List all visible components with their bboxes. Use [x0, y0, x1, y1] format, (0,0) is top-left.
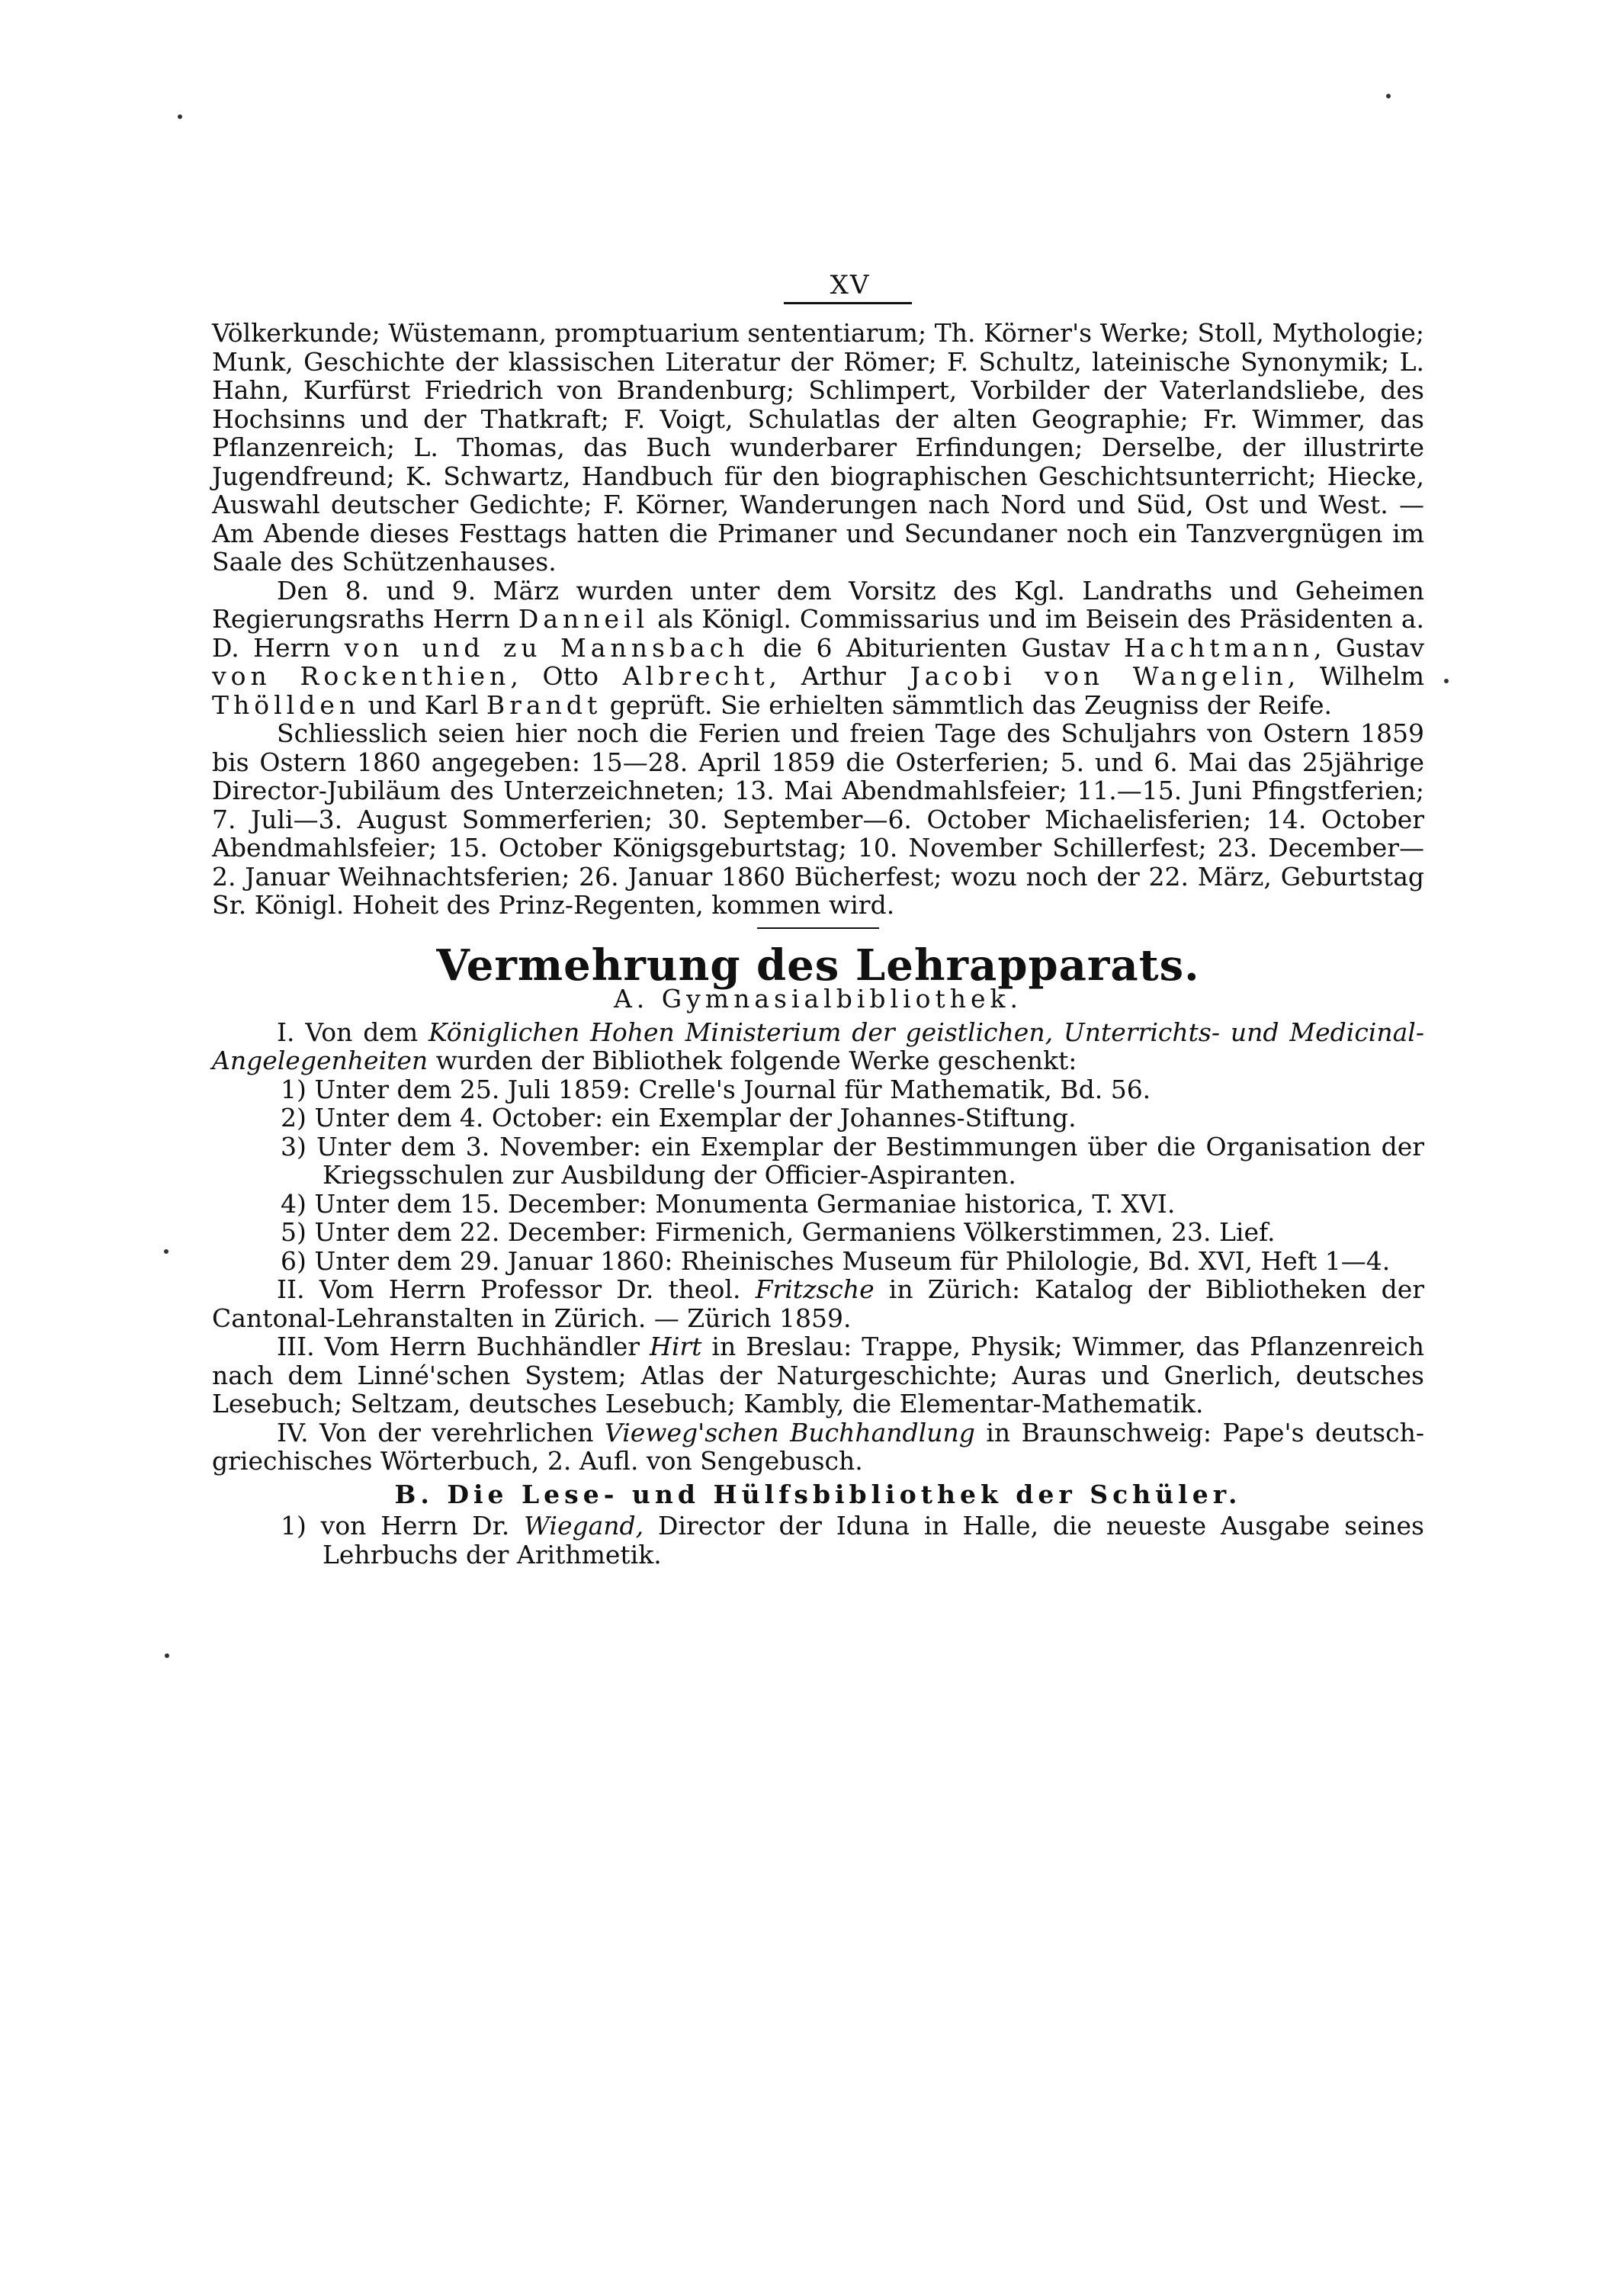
- holidays-paragraph: Schliesslich seien hier noch die Ferien und freien Tage des Schuljahrs von Ostern 1859 bis Ostern 1860 angegeben: 15—28. April 1859 die Osterferien; 5. und 6. Mai das 25jährige Director-Jubiläum des Unterzeichneten; 13. Mai Abendmahlsfeier; 11.—15. Juni Pfingstferien; 7. Juli—3. August Sommerferien; 30. September—6. October Michaelisferien; 14. October Abendmahlsfeier; 15. October Königsgeburtstag; 10. November Schillerfest; 23. December—2. Januar Weihnachtsferien; 26. Januar 1860 Bücherfest; wozu noch der 22. März, Geburtstag Sr. Königl. Hoheit des Prinz-Regenten, kommen wird.: [212, 718, 1424, 920]
- donor-name: Wiegand,: [524, 1511, 644, 1541]
- spaced-name: Brandt: [486, 689, 602, 720]
- list-item: 5) Unter dem 22. December: Firmenich, Germaniens Völkerstimmen, 23. Lief.: [281, 1217, 1276, 1247]
- text-run: , Otto: [510, 661, 623, 691]
- section-divider: [757, 927, 879, 929]
- text-run: in Breslau: Trappe, Physik; Wimmer, das Pflanzenreich nach dem Linné'schen System; Atlas der Naturgeschichte; Auras und Gnerlich, deutsches Lesebuch; Seltzam, deutsches Lesebuch; Kambly, die Elementar-Mathematik.: [212, 1332, 1424, 1418]
- section-title: Vermehrung des Lehrapparats.: [436, 940, 1200, 991]
- continuation-paragraph: Völkerkunde; Wüstemann, promptuarium sententiarum; Th. Körner's Werke; Stoll, Mythologie; Munk, Geschichte der klassischen Literatur der Römer; F. Schultz, lateinische Synonymik; L. Hahn, Kurfürst Friedrich von Brandenburg; Schlimpert, Vorbilder der Vaterlandsliebe, des Hochsinns und der Thatkraft; F. Voigt, Schulatlas der alten Geographie; Fr. Wimmer, das Pflanzenreich; L. Thomas, das Buch wunderbarer Erfindungen; Derselbe, der illustrirte Jugendfreund; K. Schwartz, Handbuch für den biographischen Geschichtsunterricht; Hiecke, Auswahl deutscher Gedichte; F. Körner, Wanderungen nach Nord und Süd, Ost und West. — Am Abende dieses Festtags hatten die Primaner und Secundaner noch ein Tanzvergnügen im Saale des Schützenhauses.: [212, 318, 1424, 577]
- text-run: IV. Von der verehrlichen: [277, 1417, 605, 1447]
- text-run: III. Vom Herrn Buchhändler: [277, 1332, 650, 1361]
- text-run: in Braunschweig: Pape's deutsch-griechisches Wörterbuch, 2. Aufl. von Sengebusch.: [212, 1417, 1424, 1476]
- text-run: , Gustav: [1313, 632, 1424, 663]
- page-number-rule: [784, 302, 912, 304]
- scan-speck: [1444, 679, 1449, 683]
- list-item: 3) Unter dem 3. November: ein Exemplar der Bestimmungen über die Organisation der Kriegsschulen zur Ausbildung der Officier-Aspiranten.: [281, 1131, 1424, 1190]
- text-run: als Königl. Commissarius und im Beisein des Präsidenten a. D. Herrn: [212, 604, 1424, 663]
- exam-paragraph: [212, 577, 1424, 720]
- spaced-name: Hachtmann: [1124, 632, 1314, 663]
- scan-speck: [1386, 94, 1391, 98]
- spaced-name: Albrecht: [622, 661, 769, 691]
- donation-paragraph: [212, 1332, 1424, 1418]
- subsection-a-heading: A. Gymnasialbibliothek.: [613, 984, 1023, 1014]
- spaced-name: Jacobi von Wangelin: [910, 661, 1288, 691]
- donor-name: Fritzsche: [755, 1274, 875, 1304]
- text-run: , Arthur: [769, 661, 910, 691]
- text-run: II. Vom Herrn Professor Dr. theol.: [277, 1274, 756, 1304]
- text-run: Director der Iduna in Halle, die neueste Ausgabe seines Lehrbuchs der Arithmetik.: [323, 1511, 1424, 1569]
- spaced-name: Thöllden: [212, 689, 361, 720]
- text-run: wurden der Bibliothek folgende Werke geschenkt:: [428, 1046, 1077, 1075]
- donation-paragraph: [212, 1275, 1424, 1332]
- page-text: [212, 319, 1424, 1569]
- scan-speck: [178, 114, 182, 119]
- text-run: Von dem: [305, 1017, 429, 1047]
- list-item: 1) Unter dem 25. Juli 1859: Crelle's Journal für Mathematik, Bd. 56.: [281, 1074, 1151, 1104]
- list-item: 2) Unter dem 4. October: ein Exemplar der Johannes-Stiftung.: [281, 1103, 1077, 1133]
- text-run: die 6 Abiturienten Gustav: [749, 632, 1125, 663]
- scan-speck: [165, 1653, 169, 1658]
- spaced-name: Danneil: [518, 604, 650, 634]
- text-run: und Karl: [360, 689, 486, 720]
- donor-name: Hirt: [650, 1332, 702, 1361]
- list-item: [212, 1512, 1424, 1569]
- text-run: Den 8. und 9. März wurden unter dem Vorsitz des Kgl. Landraths und Geheimen Regierungsraths Herrn: [212, 575, 1424, 634]
- spaced-name: von und zu Mannsbach: [344, 632, 749, 663]
- list-item: 4) Unter dem 15. December: Monumenta Germaniae historica, T. XVI.: [281, 1188, 1176, 1219]
- text-run: in Zürich: Katalog der Bibliotheken der Cantonal-Lehranstalten in Zürich. — Zürich 1859.: [212, 1274, 1424, 1333]
- scan-speck: [164, 1249, 168, 1254]
- subsection-b-heading: B. Die Lese- und Hülfsbibliothek der Schüler.: [394, 1479, 1242, 1509]
- section-number: I.: [277, 1017, 295, 1047]
- ministry-paragraph: [212, 1018, 1424, 1075]
- text-run: , Wilhelm: [1287, 661, 1424, 691]
- spaced-name: von Rockenthien: [212, 661, 511, 691]
- list-item: 6) Unter dem 29. Januar 1860: Rheinisches Museum für Philologie, Bd. XVI, Heft 1—4.: [281, 1245, 1391, 1276]
- text-run: 1) von Herrn Dr.: [281, 1511, 525, 1541]
- donor-name: Vieweg'schen Buchhandlung: [604, 1417, 975, 1447]
- ministry-name: Königlichen Hohen Ministerium der geistlichen, Unterrichts- und Medicinal-Angelegenheiten: [212, 1017, 1424, 1075]
- donation-paragraph: [212, 1418, 1424, 1476]
- page-number: XV: [830, 270, 871, 300]
- text-run: geprüft. Sie erhielten sämmtlich das Zeugniss der Reife.: [602, 689, 1333, 720]
